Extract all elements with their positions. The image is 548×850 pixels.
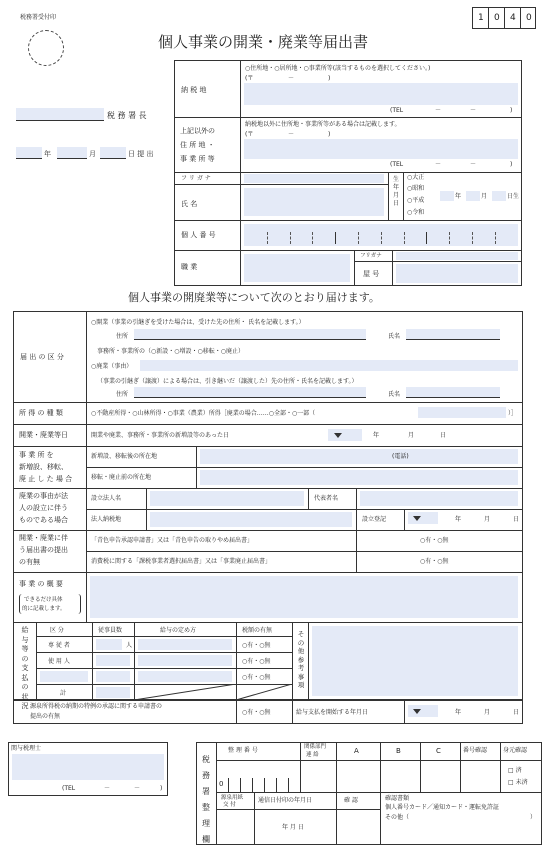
setsuritsu-name-input[interactable] (150, 491, 304, 506)
shorui-close: ） (530, 814, 537, 821)
birth-year-input[interactable] (440, 191, 454, 201)
gaiyo-note: できるだけ具体 (24, 597, 63, 603)
kyuyo-extra-kubun-input[interactable] (40, 671, 88, 682)
chevron-down-icon[interactable] (334, 433, 342, 438)
shorui-label: 確認書類 (385, 795, 410, 802)
yago-furigana-label: フリガナ (360, 253, 382, 259)
mynumber-digit-divider (404, 232, 405, 244)
nozeichi-address-input[interactable] (244, 83, 518, 105)
zeirishi-tel-dash: － (104, 785, 111, 792)
kaihaigyobi-month-label: 月 (408, 432, 415, 439)
kakunin-label: 確 認 (344, 797, 358, 804)
page-title: 個人事業の開業・廃業等届出書 (158, 33, 369, 51)
seiri-digit-divider (264, 778, 265, 792)
hojin-nozeichi-label: 法人納税地 (91, 516, 122, 523)
postal-close: ) (328, 75, 331, 82)
name-label: 氏 名 (181, 200, 198, 208)
office-use-box (196, 742, 542, 845)
misumi-checkbox[interactable]: □ 未済 (508, 779, 528, 786)
setsuritsu-toki-label: 設立登記 (362, 516, 387, 523)
todoke-label: 届 出 の 区 分 (20, 353, 64, 361)
seiri-digit-divider (276, 778, 277, 792)
code-digit: 1 (478, 13, 484, 23)
tax-office-suffix: 税 務 署 長 (107, 111, 147, 120)
hojin-label: 人の設立に伴う (19, 504, 68, 512)
jimusho-new-label: 新増設、移転後の所在地 (91, 453, 158, 460)
haigyo-address-label: 住所 (116, 391, 129, 398)
shiyo-count-input[interactable] (96, 655, 130, 666)
toki-year-label: 年 (455, 516, 462, 523)
other-address-input[interactable] (244, 139, 518, 159)
era-option[interactable]: ○大正 (407, 174, 425, 181)
jimusho-label: 事 業 所 を (19, 451, 54, 459)
aoiro-label: 「青色申告承認申請書」又は「青色申告の取りやめ届出書」 (91, 537, 254, 544)
kaigyo-address-input[interactable] (134, 329, 366, 339)
shiyo-method-input[interactable] (138, 655, 232, 666)
extra-count-input[interactable] (96, 671, 130, 682)
toki-day-label: 日 (513, 516, 520, 523)
jimusho-new-input[interactable] (200, 449, 518, 464)
tel-close: ) (510, 161, 513, 168)
gensen-text: 源泉所得税の納期の特例の承認に関する申請書の (30, 703, 163, 710)
gensen-text: 提出の有無 (30, 713, 61, 720)
hojin-label: 廃業の事由が法 (19, 492, 68, 500)
mynumber-digit-divider (472, 232, 473, 244)
era-option[interactable]: ○令和 (407, 209, 425, 216)
tsuchibi-label: 通信日付印の年月日 (258, 797, 313, 804)
jimusho-label: 新増設、移転、 (19, 463, 68, 471)
gensen-yoshi-label: 交 付 (223, 802, 236, 808)
submit-year-input[interactable] (16, 147, 42, 158)
postal-dash: － (288, 131, 295, 138)
senju-count-input[interactable] (96, 639, 122, 650)
zeirishi-tel-label: (TEL (62, 785, 76, 792)
tax-yesno[interactable]: ○有・○無 (242, 642, 271, 649)
tel-label: (TEL (390, 107, 404, 114)
postal-close: ) (328, 131, 331, 138)
mynumber-digit-divider (335, 232, 336, 244)
birth-label: 生年月日 (392, 176, 399, 207)
col-kubun: 区 分 (50, 627, 64, 634)
tel-dash: － (470, 161, 477, 168)
gaiyo-note: 的に記載します。 (22, 606, 66, 612)
col-a: A (354, 747, 359, 755)
zeirishi-tel-dash: － (134, 785, 141, 792)
zeirishi-tel-close: ) (160, 785, 163, 792)
furigana-input[interactable] (244, 174, 384, 183)
code-digit: 0 (526, 13, 532, 23)
jimusho-label: 廃 止 し た 場 合 (19, 475, 73, 483)
haigyo-address-input[interactable] (134, 387, 366, 397)
kaihaigyobi-day-label: 日 (440, 432, 447, 439)
code-digit: 0 (494, 13, 500, 23)
era-option[interactable]: ○平成 (407, 197, 425, 204)
date-day-label: 日 提 出 (128, 150, 154, 158)
birth-day-label: 日生 (507, 193, 520, 200)
nozeichi-label: 納 税 地 (181, 86, 207, 94)
ymd-label: 年 月 日 (282, 824, 304, 831)
kyuyo-side-label: 給与等の支払の状況 (21, 626, 29, 710)
birth-month-label: 月 (481, 193, 488, 200)
gensen-yesno[interactable]: ○有・○無 (242, 709, 271, 716)
col-method: 給与の定め方 (160, 627, 197, 634)
kaihaigyobi-label: 開業・廃業等日 (19, 431, 68, 439)
kaigyo-name-label: 氏名 (388, 333, 401, 340)
mynumber-label: 個 人 番 号 (181, 231, 216, 239)
birth-month-input[interactable] (466, 191, 480, 201)
birth-year-label: 年 (455, 193, 462, 200)
shotoku-partial-input[interactable] (418, 407, 506, 418)
mynumber-digit-divider (312, 232, 313, 244)
total-diagonal (134, 684, 292, 700)
mynumber-digit-divider (495, 232, 496, 244)
name-input[interactable] (244, 188, 384, 216)
seiri-label: 整 理 番 号 (228, 747, 258, 754)
kankei-label: 関係部門 (304, 744, 327, 750)
other-address-label: 事 業 所 等 (180, 155, 215, 163)
zeirishi-label: 関与税理士 (11, 745, 42, 752)
chevron-down-icon[interactable] (413, 516, 421, 521)
other-address-note: 納税地以外に住所地・事業所等がある場合は記載します。 (245, 121, 401, 128)
birth-day-input[interactable] (492, 191, 506, 201)
mynumber-digit-divider (290, 232, 291, 244)
haigyo-name-label: 氏名 (388, 391, 401, 398)
toki-month-label: 月 (484, 516, 491, 523)
shotoku-options[interactable]: ○不動産所得・○山林所得・○事業（農業）所得［廃業の場合……○全部・○一部（ (91, 410, 316, 417)
zeirishi-input[interactable] (12, 754, 164, 780)
tel-dash: － (470, 107, 477, 114)
aoiro-yesno[interactable]: ○有・○無 (420, 537, 449, 544)
job-label: 職 業 (181, 263, 198, 271)
daihyosha-label: 代表者名 (314, 495, 339, 502)
jimusho-old-input[interactable] (200, 470, 518, 485)
kaihaigyobi-year-label: 年 (373, 432, 380, 439)
shinsei-label: う届出書の提出 (19, 546, 68, 554)
mynumber-digit-divider (426, 232, 427, 244)
chevron-down-icon[interactable] (413, 709, 421, 714)
tax-yesno[interactable]: ○有・○無 (242, 674, 271, 681)
col-count: 従事員数 (98, 627, 123, 634)
setsuritsu-name-label: 設立法人名 (91, 495, 122, 502)
kaigyo-address-label: 住所 (116, 333, 129, 340)
row-shiyo: 使 用 人 (48, 658, 70, 665)
office-side-label: 税務署整理欄 (202, 755, 210, 844)
kaigyo-option[interactable]: ○開業（事業の引継ぎを受けた場合は、受けた先の住所・ 氏名を記載します。） (91, 319, 305, 326)
code-digit: 4 (510, 13, 516, 23)
start-month-label: 月 (484, 709, 491, 716)
shinsei-label: の有無 (19, 558, 40, 566)
form-subtitle: 個人事業の開廃業等について次のとおり届けます。 (128, 291, 380, 304)
tax-office-input[interactable] (16, 108, 104, 120)
row-total: 計 (60, 690, 67, 697)
mimoto-kakunin-label: 身元確認 (503, 747, 528, 754)
tel-dash: － (435, 107, 442, 114)
bango-kakunin-label: 番号確認 (463, 747, 488, 754)
postal-label: (〒 (245, 131, 254, 138)
mynumber-digit-divider (267, 232, 268, 244)
tel-dash: － (435, 161, 442, 168)
stamp-circle (28, 30, 64, 66)
jigyosho-option[interactable]: 事務所・事業所の（○新設・○増設・○移転・○廃止） (97, 348, 244, 355)
daihyosha-input[interactable] (360, 491, 518, 506)
haigyo-reason-input[interactable] (140, 360, 518, 371)
seiri-digit-divider (240, 778, 241, 792)
kaigyo-name-input[interactable] (406, 329, 500, 339)
kankei-label: 連 絡 (306, 752, 319, 758)
col-tax: 税額の有無 (242, 627, 273, 634)
shorui-options: 個人番号カード／通知カード・運転免許証 (385, 804, 500, 811)
start-day-label: 日 (513, 709, 520, 716)
date-month-label: 月 (89, 150, 96, 158)
tel-label: (TEL (390, 161, 404, 168)
tax-yesno[interactable]: ○有・○無 (242, 658, 271, 665)
senju-method-input[interactable] (138, 639, 232, 650)
yago-label: 屋 号 (363, 270, 380, 278)
yago-furigana-input[interactable] (396, 252, 518, 260)
unit-label: 人 (126, 642, 133, 649)
col-b: B (396, 747, 401, 755)
haigyo-option[interactable]: ○廃業（事由） (91, 363, 133, 370)
other-notes-label: その他参考事項 (297, 630, 305, 689)
total-count-input[interactable] (96, 687, 130, 698)
shorui-other: その他（ (385, 814, 410, 821)
seiri-digit-divider (252, 778, 253, 792)
mynumber-digit-divider (449, 232, 450, 244)
era-option[interactable]: ○昭和 (407, 185, 425, 192)
shotoku-close: ）］ (508, 410, 518, 417)
tel-close: ) (510, 107, 513, 114)
hikitsugi-note: （事業の引継ぎ（譲渡）による場合は、引き継いだ（譲渡した）先の住所・氏名を記載します。） (97, 378, 358, 385)
seiri-digit-divider (228, 778, 229, 792)
submit-month-input[interactable] (57, 147, 87, 158)
jimusho-tel-label: (電話) (392, 453, 409, 460)
submit-day-input[interactable] (100, 147, 126, 158)
seiri-digit-divider (288, 778, 289, 792)
gaiyo-input[interactable] (90, 576, 518, 618)
stamp-label: 税務署受付印 (20, 14, 57, 21)
kaihaigyobi-text: 開業や廃業、事務所・事業所の新増設等のあった日 (91, 432, 229, 439)
shotoku-label: 所 得 の 種 類 (19, 409, 63, 417)
shohizei-label: 消費税に関する「課税事業者選択届出書」又は「事業廃止届出書」 (91, 558, 272, 565)
mynumber-digit-divider (358, 232, 359, 244)
extra-method-input[interactable] (138, 671, 232, 682)
shinsei-label: 開業・廃業に伴 (19, 534, 68, 542)
kyuyo-start-label: 給与支払を開始する年月日 (296, 709, 369, 716)
yago-input[interactable] (396, 264, 518, 283)
postal-dash: － (288, 75, 295, 82)
job-input[interactable] (244, 254, 350, 282)
haigyo-name-input[interactable] (406, 387, 500, 397)
postal-label: (〒 (245, 75, 254, 82)
jimusho-old-label: 移転・廃止前の所在地 (91, 474, 152, 481)
hojin-nozeichi-input[interactable] (150, 512, 352, 527)
furigana-label: フ リ ガ ナ (181, 175, 211, 182)
mynumber-digit-divider (381, 232, 382, 244)
other-notes-input[interactable] (312, 626, 518, 696)
seiri-zero: 0 (219, 780, 224, 788)
col-c: C (436, 747, 441, 755)
start-year-label: 年 (455, 709, 462, 716)
other-address-label: 住 所 地 ・ (180, 141, 215, 149)
row-senju: 専 従 者 (48, 642, 70, 649)
gaiyo-label: 事 業 の 概 要 (19, 580, 63, 588)
nozeichi-option[interactable]: ○住所地・○居所地・○事業所等(該当するものを選択してください。) (245, 65, 431, 72)
sumi-checkbox[interactable]: □ 済 (508, 767, 522, 774)
shohizei-yesno[interactable]: ○有・○無 (420, 558, 449, 565)
hojin-label: ものである場合 (19, 516, 68, 524)
gensen-yoshi-label: 源泉用紙 (221, 795, 244, 801)
date-year-label: 年 (44, 150, 51, 158)
other-address-label: 上記以外の (180, 127, 215, 135)
